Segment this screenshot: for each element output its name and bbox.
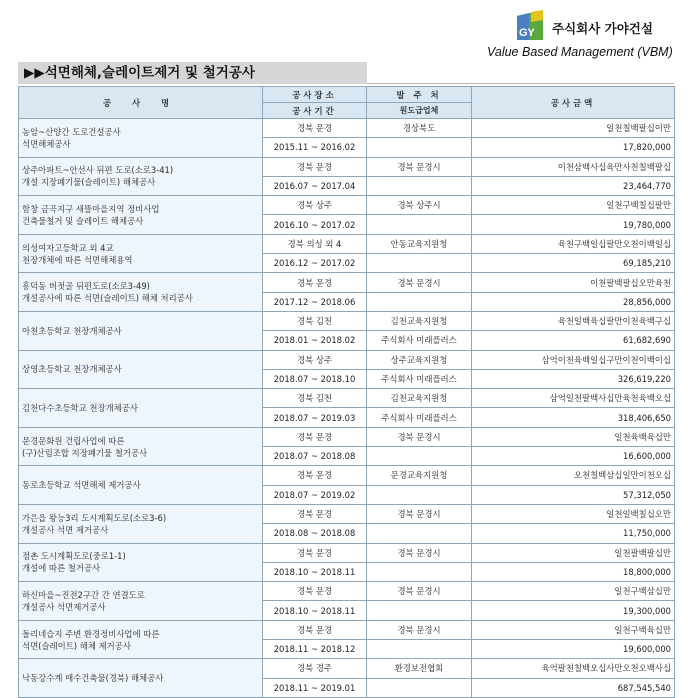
period-cell: 2016.12 ~ 2017.02 [263,254,367,273]
table-row [19,427,675,446]
table-row [19,350,675,369]
location-cell: 경북 상주 [263,196,367,215]
amount-korean-cell: 육억팔천칠백오십사만오천오백사십 [472,659,675,678]
construction-records-table [18,86,675,698]
amount-cell: 61,682,690 [472,331,675,350]
project-name-cell [19,311,263,350]
amount-cell: 318,406,650 [472,408,675,427]
table-row [19,504,675,523]
company-name: 주식회사 가야건설 [552,21,653,36]
project-name: 농암~산양간 도로건설공사 [22,126,121,137]
amount-cell: 23,464,770 [472,176,675,195]
location-cell: 경북 김천 [263,311,367,330]
logo-letters: GY [519,27,535,39]
location-cell: 경북 경주 [263,659,367,678]
period-cell: 2016.10 ~ 2017.02 [263,215,367,234]
period-cell: 2018.10 ~ 2018.11 [263,562,367,581]
amount-korean-cell: 일천육백육십만 [472,427,675,446]
period-cell: 2018.10 ~ 2018.11 [263,601,367,620]
table-row [19,620,675,639]
parent-client-cell: 주식회사 미래플러스 [367,408,472,427]
amount-korean-cell: 육천구백일십팔만오천이백일십 [472,234,675,253]
header-client: 발 주 처 [367,87,472,103]
table-row [19,234,675,253]
amount-cell: 326,619,220 [472,369,675,388]
table-body [19,119,675,698]
title-underline [367,83,674,84]
period-cell: 2018.07 ~ 2018.08 [263,447,367,466]
project-name-cell [19,234,263,273]
period-cell: 2018.08 ~ 2018.08 [263,524,367,543]
project-name: 상영초등학교 천장개체공사 [22,364,122,375]
table-row [19,543,675,562]
project-name: 상주아파트~안선사 뒤편 도로(소로3-41) [22,165,174,176]
period-cell: 2018.01 ~ 2018.02 [263,331,367,350]
amount-cell: 18,800,000 [472,562,675,581]
amount-cell: 19,300,000 [472,601,675,620]
project-name-cell [19,659,263,698]
project-name-line2: 석면해체공사 [22,138,71,149]
project-name-line2: 천장개체에 따른 석면해체용역 [22,254,133,265]
project-name-cell [19,466,263,505]
parent-client-cell [367,678,472,697]
section-title: ▶▶석면해체,슬레이트제거 및 철거공사 [18,62,367,84]
project-name-line2: 개설 지장폐기물(슬레이트) 해체공사 [22,177,156,188]
amount-korean-cell: 일천구백삼십만 [472,582,675,601]
table-row [19,466,675,485]
client-cell: 경북 문경시 [367,543,472,562]
parent-client-cell: 주식회사 미래플러스 [367,369,472,388]
project-name-cell [19,427,263,466]
location-cell: 경북 김천 [263,389,367,408]
project-name: 의성여자고등학교 외 4교 [22,242,114,253]
client-cell: 경북 문경시 [367,157,472,176]
table-row [19,119,675,138]
client-cell: 환경보전협회 [367,659,472,678]
project-name: 김천다수초등학교 천장개체공사 [22,402,138,413]
project-name-line2: 개설공사 석면제거공사 [22,601,106,612]
parent-client-cell [367,447,472,466]
amount-korean-cell: 일천팔백팔십만 [472,543,675,562]
amount-cell: 17,820,000 [472,138,675,157]
amount-korean-cell: 일천구백육십만 [472,620,675,639]
amount-korean-cell: 삼억일천팔백사십만육천육백오십 [472,389,675,408]
header-amount: 공사금액 [472,87,675,119]
location-cell: 경북 문경 [263,273,367,292]
parent-client-cell [367,640,472,659]
amount-cell: 16,600,000 [472,447,675,466]
client-cell: 문경교육지원청 [367,466,472,485]
amount-korean-cell: 삼억이천육백일십구만이천이백이십 [472,350,675,369]
amount-korean-cell: 오천칠백삼십일만이천오십 [472,466,675,485]
table-row [19,157,675,176]
period-cell: 2015.11 ~ 2016.02 [263,138,367,157]
amount-cell: 28,856,000 [472,292,675,311]
amount-cell: 57,312,050 [472,485,675,504]
client-cell: 안동교육지원청 [367,234,472,253]
location-cell: 경북 문경 [263,157,367,176]
project-name-line2: 개설공사에 따른 석면(슬레이트) 해체 처리공사 [22,293,193,304]
project-name-cell [19,620,263,659]
parent-client-cell [367,138,472,157]
period-cell: 2018.07 ~ 2019.03 [263,408,367,427]
parent-client-cell [367,215,472,234]
parent-client-cell: 주식회사 미래플러스 [367,331,472,350]
project-name: 낙동강수계 매수건축물(경북) 해체공사 [22,673,164,684]
location-cell: 경북 문경 [263,582,367,601]
amount-korean-cell: 이천팔백팔십오만육천 [472,273,675,292]
amount-cell: 687,545,540 [472,678,675,697]
project-name-cell [19,273,263,312]
company-logo-icon [517,10,543,40]
client-cell: 경북 문경시 [367,273,472,292]
location-cell: 경북 의성 외 4 [263,234,367,253]
project-name-cell [19,582,263,621]
period-cell: 2018.07 ~ 2018.10 [263,369,367,388]
table-row [19,311,675,330]
client-cell: 김천교육지원청 [367,389,472,408]
location-cell: 경북 문경 [263,543,367,562]
header-period: 공사기간 [263,103,367,119]
location-cell: 경북 문경 [263,466,367,485]
project-name-line2: 건축물철거 및 슬레이트 해체공사 [22,215,144,226]
table-row [19,196,675,215]
period-cell: 2018.11 ~ 2019.01 [263,678,367,697]
project-name-cell [19,350,263,389]
project-name: 가은읍 왕능3리 도시계획도로(소로3-6) [22,512,167,523]
header-parent-client: 원도급업체 [367,103,472,119]
amount-cell: 11,750,000 [472,524,675,543]
amount-cell: 69,185,210 [472,254,675,273]
project-name: 함창 금곡지구 새뜰마을지역 정비사업 [22,203,160,214]
parent-client-cell [367,601,472,620]
project-name: 동로초등학교 석면해체 제거공사 [22,480,141,491]
period-cell: 2016.07 ~ 2017.04 [263,176,367,195]
table-row [19,389,675,408]
client-cell: 경북 문경시 [367,504,472,523]
location-cell: 경북 문경 [263,427,367,446]
project-name-line2: 개설공사 석면 제거공사 [22,524,109,535]
table-row [19,659,675,678]
location-cell: 경북 문경 [263,119,367,138]
client-cell: 경북 상주시 [367,196,472,215]
period-cell: 2018.07 ~ 2019.02 [263,485,367,504]
amount-korean-cell: 일천칠백팔십이만 [472,119,675,138]
project-name-cell [19,504,263,543]
client-cell: 경상북도 [367,119,472,138]
project-name-cell [19,157,263,196]
table-row [19,273,675,292]
amount-korean-cell: 일천일백칠십오만 [472,504,675,523]
location-cell: 경북 문경 [263,504,367,523]
project-name-cell [19,543,263,582]
project-name-line2: (구)산림조합 지장폐기물 철거공사 [22,447,148,458]
client-cell: 상주교육지원청 [367,350,472,369]
project-name: 흥덕동 버젓골 뒤편도로(소로3-49) [22,281,150,292]
location-cell: 경북 문경 [263,620,367,639]
header-name: 공 사 명 [19,87,263,119]
project-name-cell [19,389,263,428]
project-name-line2: 개설에 따른 철거공사 [22,563,101,574]
client-cell: 경북 문경시 [367,582,472,601]
parent-client-cell [367,176,472,195]
project-name: 아천초등학교 천장개체공사 [22,325,122,336]
amount-cell: 19,600,000 [472,640,675,659]
table-header [19,87,675,119]
project-name-cell [19,196,263,235]
project-name: 문경문화원 건립사업에 따른 [22,435,125,446]
location-cell: 경북 상주 [263,350,367,369]
project-name: 점촌 도시계획도로(중로1-1) [22,551,126,562]
parent-client-cell [367,485,472,504]
project-name-line2: 석면(슬레이트) 해체 제거공사 [22,640,131,651]
table-row [19,582,675,601]
parent-client-cell [367,524,472,543]
period-cell: 2017.12 ~ 2018.06 [263,292,367,311]
period-cell: 2018.11 ~ 2018.12 [263,640,367,659]
parent-client-cell [367,562,472,581]
project-name: 돌리네습지 주변 환경정비사업에 따른 [22,628,160,639]
amount-korean-cell: 육천일백육십팔만이천육백구십 [472,311,675,330]
project-name-cell [19,119,263,158]
header-location: 공사장소 [263,87,367,103]
amount-korean-cell: 이천삼백사십육만사천칠백팔십 [472,157,675,176]
client-cell: 김천교육지원청 [367,311,472,330]
company-tagline: Value Based Management (VBM) [487,45,673,59]
client-cell: 경북 문경시 [367,620,472,639]
amount-korean-cell: 일천구백칠십팔만 [472,196,675,215]
parent-client-cell [367,254,472,273]
parent-client-cell [367,292,472,311]
client-cell: 경북 문경시 [367,427,472,446]
amount-cell: 19,780,000 [472,215,675,234]
project-name: 하신마을~진전2구간 간 연결도로 [22,589,145,600]
